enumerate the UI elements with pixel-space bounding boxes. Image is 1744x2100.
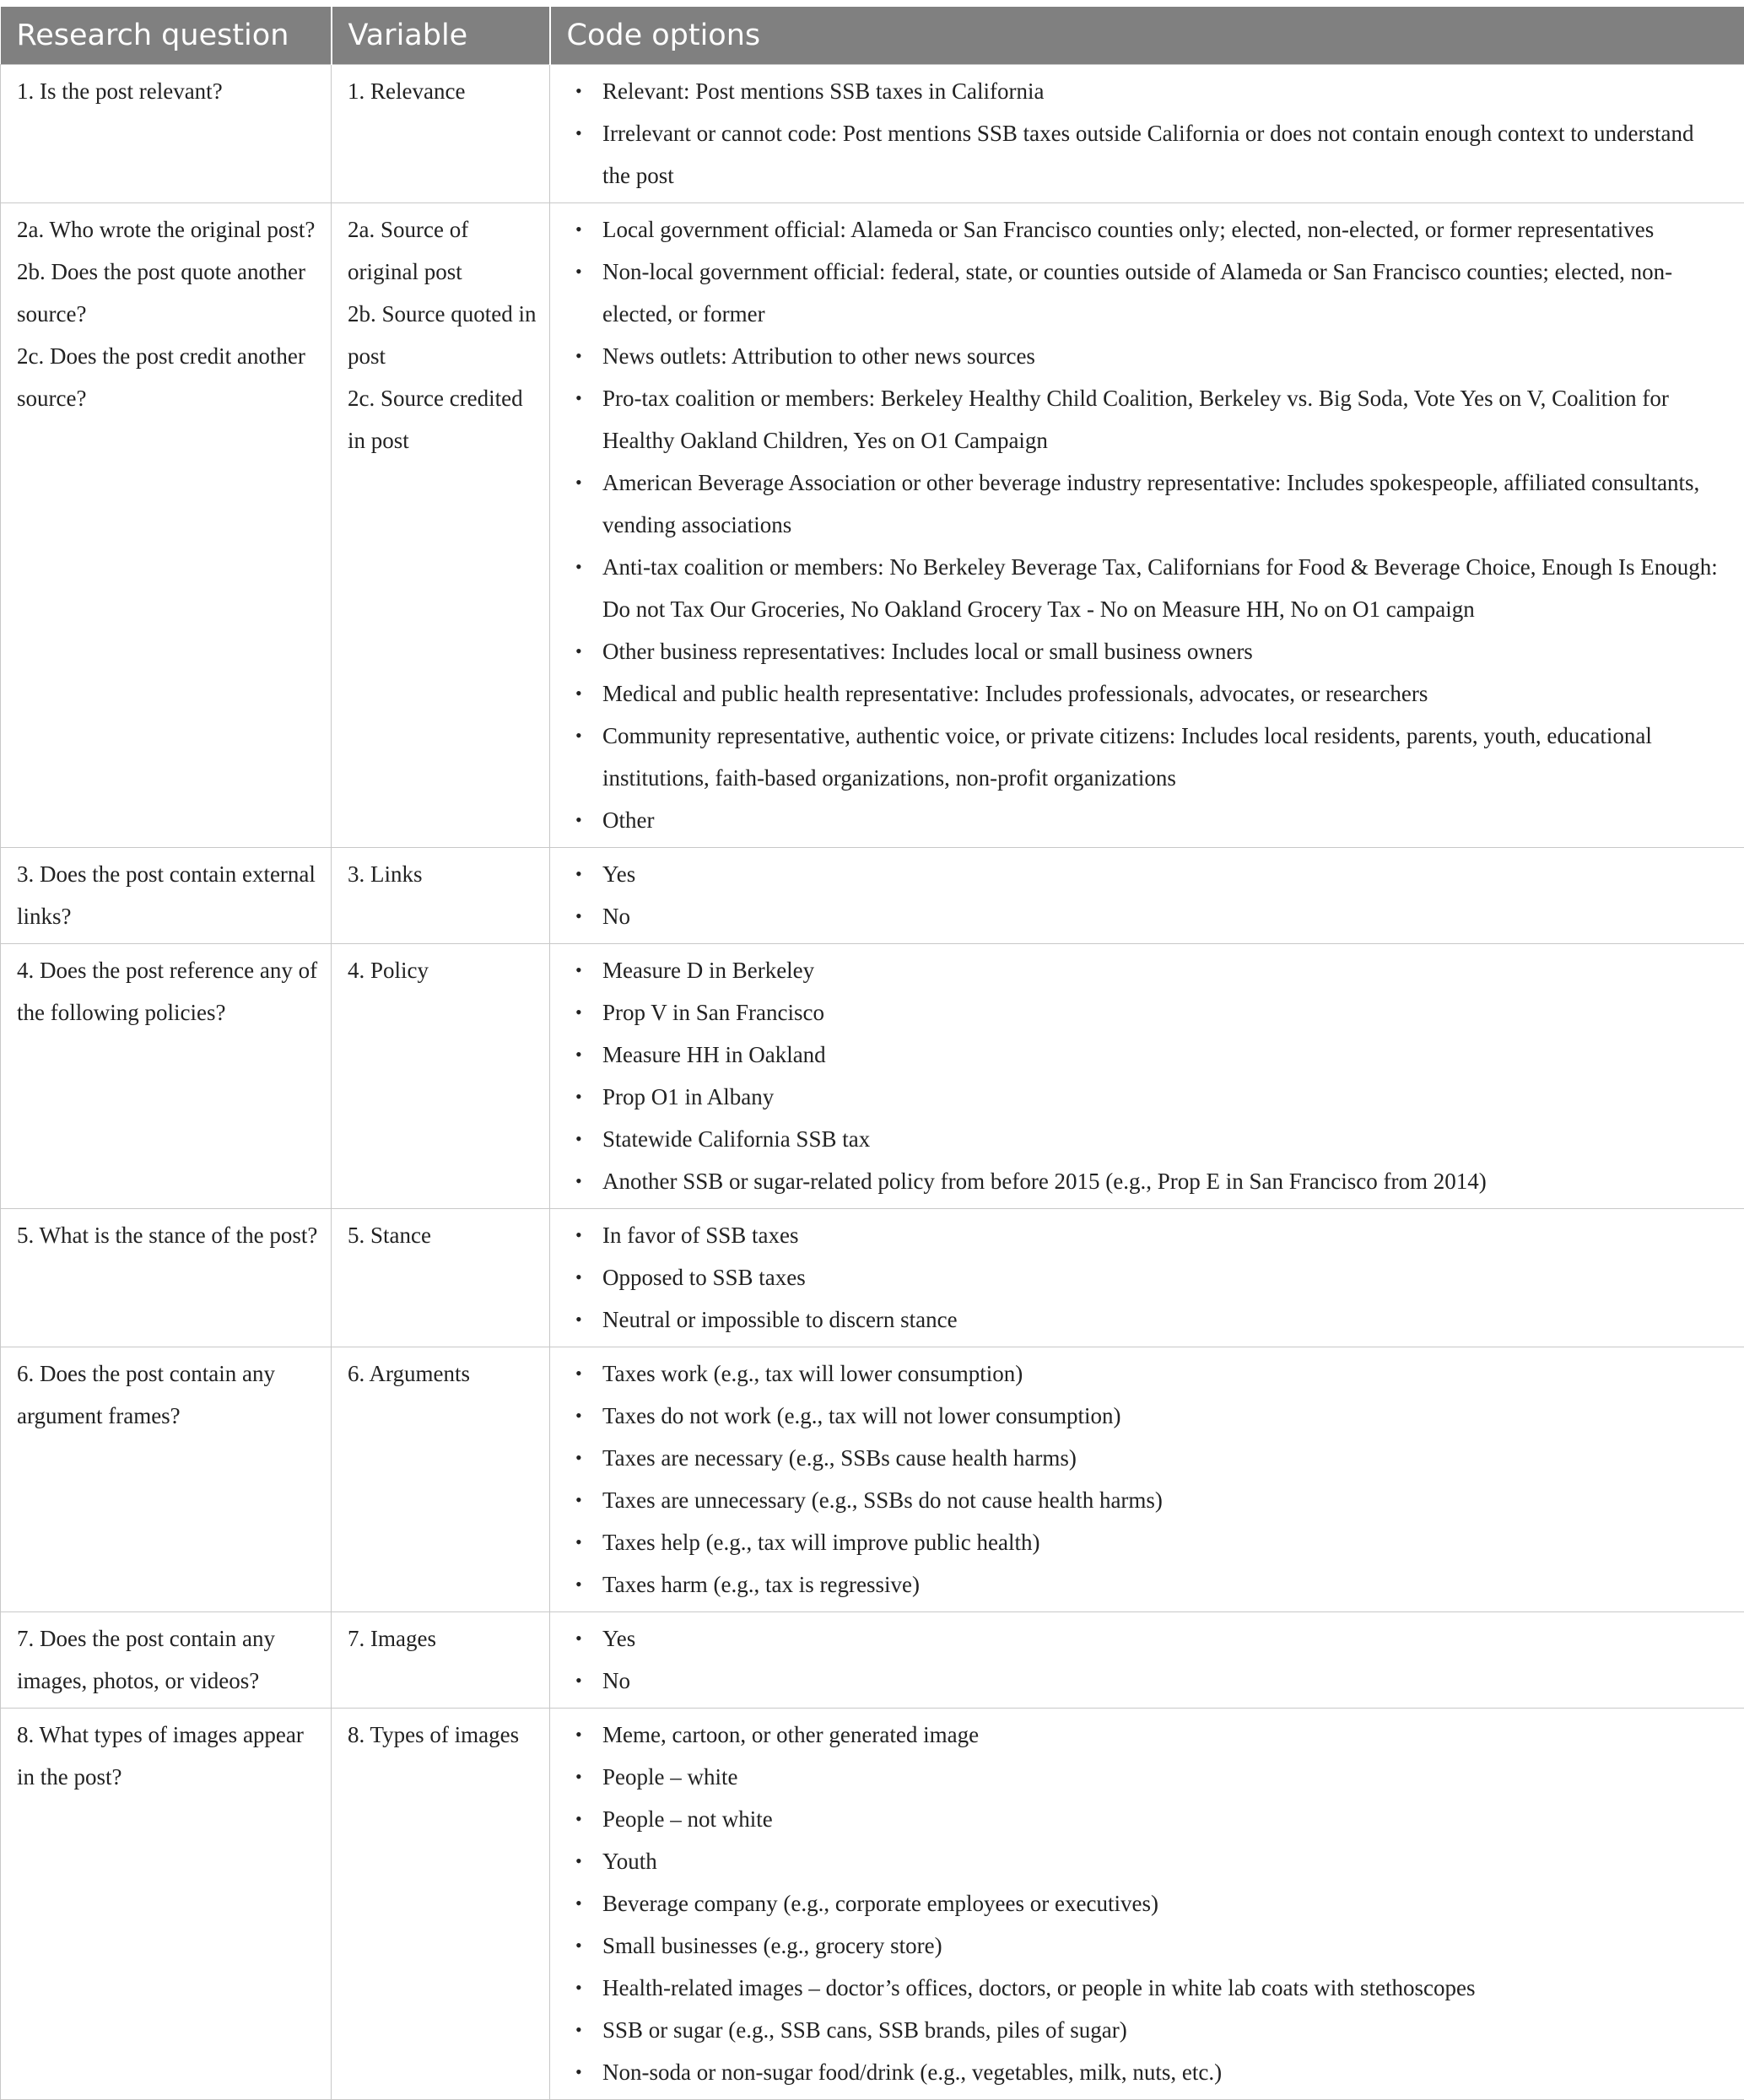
code-option-item: • SSB or sugar (e.g., SSB cans, SSB brands, piles of sugar)	[575, 2009, 1727, 2051]
table-row	[1, 1209, 1744, 1347]
code-option-item: • Small businesses (e.g., grocery store)	[575, 1925, 1727, 1967]
code-option-item: • Taxes harm (e.g., tax is regressive)	[575, 1563, 1727, 1606]
code-options-list	[575, 949, 1727, 1202]
header-code-options: Code options	[550, 7, 1744, 65]
code-options-list	[575, 208, 1727, 841]
code-options-cell	[550, 944, 1744, 1209]
code-option-item: • Neutral or impossible to discern stance	[575, 1298, 1727, 1341]
code-option-item: • Non-soda or non-sugar food/drink (e.g., vegetables, milk, nuts, etc.)	[575, 2051, 1727, 2093]
coding-scheme-table-container	[0, 7, 1744, 2100]
code-options-list	[575, 1352, 1727, 1606]
research-question-cell	[1, 1709, 332, 2100]
code-option-item: • Local government official: Alameda or San Francisco counties only; elected, non-elected, or former representatives	[575, 208, 1727, 251]
code-option-item: • News outlets: Attribution to other news sources	[575, 335, 1727, 377]
code-option-item: • Yes	[575, 853, 1727, 895]
code-options-list	[575, 1714, 1727, 2093]
variable-text: 2b. Source quoted in post	[348, 293, 541, 377]
table-row	[1, 65, 1744, 203]
table-row	[1, 848, 1744, 944]
code-option-item: • Taxes are unnecessary (e.g., SSBs do not cause health harms)	[575, 1479, 1727, 1521]
research-question-text: 5. What is the stance of the post?	[17, 1214, 319, 1256]
code-option-item: • Another SSB or sugar-related policy from before 2015 (e.g., Prop E in San Francisco from 2014)	[575, 1160, 1727, 1202]
code-option-item: • American Beverage Association or other beverage industry representative: Includes spokespeople, affiliated consultants, vending associations	[575, 462, 1727, 546]
research-question-text: 2a. Who wrote the original post?	[17, 208, 319, 251]
code-option-item: • Measure D in Berkeley	[575, 949, 1727, 991]
code-option-item: • Community representative, authentic voice, or private citizens: Includes local residents, parents, youth, educational institutions, faith-based organizations, non-profit organizations	[575, 715, 1727, 799]
variable-cell	[332, 203, 550, 848]
variable-text: 2a. Source of original post	[348, 208, 541, 293]
research-question-text: 8. What types of images appear in the post?	[17, 1714, 319, 1798]
variable-text: 1. Relevance	[348, 70, 541, 112]
code-options-cell	[550, 848, 1744, 944]
research-question-text: 2c. Does the post credit another source?	[17, 335, 319, 419]
code-options-cell	[550, 1347, 1744, 1612]
research-question-text: 3. Does the post contain external links?	[17, 853, 319, 937]
code-option-item: • Other business representatives: Includes local or small business owners	[575, 630, 1727, 672]
code-options-list	[575, 853, 1727, 937]
code-option-item: • Beverage company (e.g., corporate employees or executives)	[575, 1882, 1727, 1925]
code-options-cell	[550, 1709, 1744, 2100]
code-option-item: • Taxes do not work (e.g., tax will not lower consumption)	[575, 1395, 1727, 1437]
code-option-item: • Prop O1 in Albany	[575, 1076, 1727, 1118]
code-option-item: • Meme, cartoon, or other generated image	[575, 1714, 1727, 1756]
variable-cell	[332, 1709, 550, 2100]
code-option-item: • People – white	[575, 1756, 1727, 1798]
code-option-item: • Relevant: Post mentions SSB taxes in California	[575, 70, 1727, 112]
code-option-item: • Taxes help (e.g., tax will improve public health)	[575, 1521, 1727, 1563]
variable-cell	[332, 848, 550, 944]
variable-text: 3. Links	[348, 853, 541, 895]
variable-text: 4. Policy	[348, 949, 541, 991]
variable-cell	[332, 1347, 550, 1612]
code-options-list	[575, 1214, 1727, 1341]
code-option-item: • Taxes are necessary (e.g., SSBs cause health harms)	[575, 1437, 1727, 1479]
table-body	[1, 65, 1744, 2100]
research-question-text: 4. Does the post reference any of the following policies?	[17, 949, 319, 1034]
code-option-item: • Anti-tax coalition or members: No Berkeley Beverage Tax, Californians for Food & Beverage Choice, Enough Is Enough: Do not Tax Our Groceries, No Oakland Grocery Tax - No on Measure HH, No on O1 campaign	[575, 546, 1727, 630]
table-row	[1, 203, 1744, 848]
code-option-item: • People – not white	[575, 1798, 1727, 1840]
code-option-item: • Statewide California SSB tax	[575, 1118, 1727, 1160]
research-question-cell	[1, 203, 332, 848]
code-options-cell	[550, 1612, 1744, 1709]
code-option-item: • Yes	[575, 1617, 1727, 1660]
research-question-text: 7. Does the post contain any images, photos, or videos?	[17, 1617, 319, 1702]
research-question-cell	[1, 848, 332, 944]
table-row	[1, 1612, 1744, 1709]
header-row	[1, 7, 1744, 65]
variable-text: 5. Stance	[348, 1214, 541, 1256]
research-question-cell	[1, 944, 332, 1209]
code-option-item: • Other	[575, 799, 1727, 841]
code-option-item: • Irrelevant or cannot code: Post mentions SSB taxes outside California or does not contain enough context to understand the post	[575, 112, 1727, 197]
code-option-item: • Youth	[575, 1840, 1727, 1882]
code-option-item: • Medical and public health representative: Includes professionals, advocates, or researchers	[575, 672, 1727, 715]
variable-text: 6. Arguments	[348, 1352, 541, 1395]
code-options-cell	[550, 65, 1744, 203]
variable-cell	[332, 1612, 550, 1709]
code-option-item: • Taxes work (e.g., tax will lower consumption)	[575, 1352, 1727, 1395]
table-row	[1, 1709, 1744, 2100]
header-variable: Variable	[332, 7, 550, 65]
variable-text: 7. Images	[348, 1617, 541, 1660]
variable-text: 8. Types of images	[348, 1714, 541, 1756]
code-option-item: • Pro-tax coalition or members: Berkeley Healthy Child Coalition, Berkeley vs. Big Soda, Vote Yes on V, Coalition for Healthy Oakland Children, Yes on O1 Campaign	[575, 377, 1727, 462]
research-question-text: 2b. Does the post quote another source?	[17, 251, 319, 335]
variable-text: 2c. Source credited in post	[348, 377, 541, 462]
code-option-item: • Non-local government official: federal, state, or counties outside of Alameda or San Francisco counties; elected, non-elected, or former	[575, 251, 1727, 335]
variable-cell	[332, 65, 550, 203]
variable-cell	[332, 1209, 550, 1347]
code-option-item: • In favor of SSB taxes	[575, 1214, 1727, 1256]
code-option-item: • Health-related images – doctor’s offices, doctors, or people in white lab coats with stethoscopes	[575, 1967, 1727, 2009]
header-research-question: Research question	[1, 7, 332, 65]
research-question-text: 6. Does the post contain any argument frames?	[17, 1352, 319, 1437]
research-question-text: 1. Is the post relevant?	[17, 70, 319, 112]
code-option-item: • Opposed to SSB taxes	[575, 1256, 1727, 1298]
variable-cell	[332, 944, 550, 1209]
code-option-item: • No	[575, 1660, 1727, 1702]
table-row	[1, 1347, 1744, 1612]
table-header	[1, 7, 1744, 65]
code-options-cell	[550, 203, 1744, 848]
code-options-cell	[550, 1209, 1744, 1347]
code-option-item: • No	[575, 895, 1727, 937]
research-question-cell	[1, 65, 332, 203]
code-option-item: • Prop V in San Francisco	[575, 991, 1727, 1034]
code-options-list	[575, 70, 1727, 197]
code-options-list	[575, 1617, 1727, 1702]
research-question-cell	[1, 1347, 332, 1612]
research-question-cell	[1, 1209, 332, 1347]
code-option-item: • Measure HH in Oakland	[575, 1034, 1727, 1076]
coding-scheme-table	[0, 7, 1744, 2100]
research-question-cell	[1, 1612, 332, 1709]
table-row	[1, 944, 1744, 1209]
